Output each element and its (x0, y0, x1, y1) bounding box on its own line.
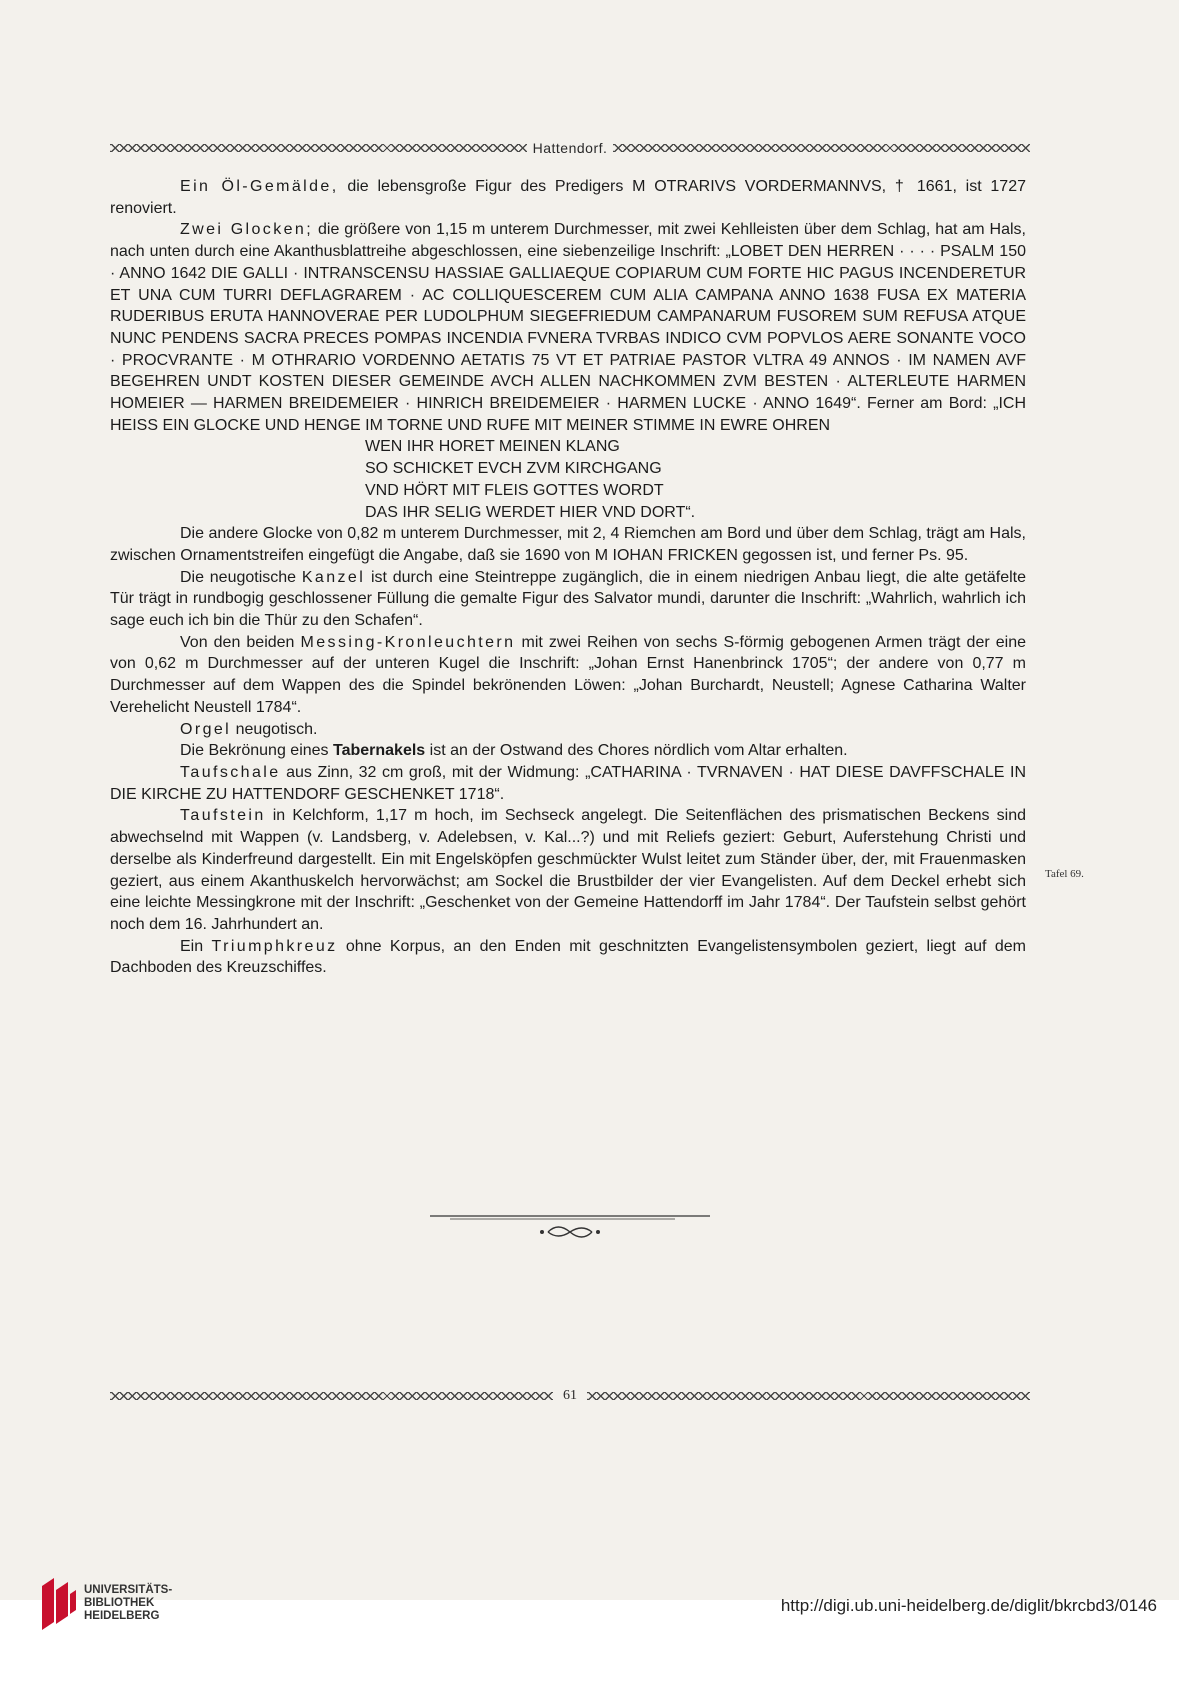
paragraph-text: Ein (180, 937, 212, 955)
margin-note-plate: Tafel 69. (1045, 868, 1084, 880)
keyword: Taufstein (180, 807, 266, 825)
paragraph-text: Von den beiden (180, 633, 301, 651)
keyword: Orgel (180, 720, 232, 738)
paragraph-text: ohne Korpus, an den Enden mit geschnitzten Evangelistensymbolen geziert, liegt auf dem Dachboden des Kreuzschiffes. (110, 937, 1027, 977)
paragraph-pulpit (110, 567, 1026, 632)
body-text (110, 176, 1026, 979)
bell-inscription-verse (365, 436, 1026, 523)
paragraph-second-bell (110, 523, 1026, 566)
verse-line: WEN IHR HORET MEINEN KLANG (365, 438, 620, 456)
paragraph-text: die größere von 1,15 m unterem Durchmesser, mit zwei Kehlleisten über dem Schlag, hat am Hals, nach unten durch eine Akanthusblattreihe abgeschlossen, eine siebenzeilige Inschrift: „LOBET DEN HERREN · · · · PSALM 150 · ANNO 1642 DIE GALLI · INTRANSCENSU HASSIAE GALLIAEQUE COPIARUM CUM FORTE HIC PAGUS INCENDERETUR ET UNA CUM TURRI DEFLAGRAREM · AC COLLIQUESCEREM CUM ALIA CAMPANA ANNO 1638 FUSA EX MATERIA RUDERIBUS ERUTA HANNOVERAE PER LUDOLPHUM SIEGEFRIEDUM CAMPANARUM FUSOREM SUM REFUSA ATQUE NUNC PENDENS SACRA PRECES POMPAS INCENDIA FVNERA TVRBAS INDICO CVM POPVLOS AERE SONANTE VOCO · PROCVRANTE · M OTHRARIO VORDENNO AETATIS 75 VT ET PATRIAE PASTOR VLTRA 49 ANNOS · IM NAMEN AVF BEGEHREN UNDT KOSTEN DIESER GEMEINDE AVCH ALLEN NACHKOMMEN ZVM BESTEN · ALTERLEUTE HARMEN HOMEIER — HARMEN BREIDEMEIER · HINRICH BREIDEMEIER · HARMEN LUCKE · ANNO 1649“. Ferner am Bord: „ICH HEISS EIN GLOCKE UND HENGE IM TORNE UND RUFE MIT MEINER STIMME IN EWRE OHREN (110, 221, 1027, 434)
verse-line: SO SCHICKET EVCH ZVM KIRCHGANG (365, 460, 662, 478)
keyword: Kanzel (301, 568, 366, 586)
paragraph-text: Die neugotische (180, 568, 302, 586)
library-logo-icon (38, 1576, 78, 1630)
paragraph-baptismal-bowl (110, 762, 1026, 805)
library-name-line: UNIVERSITÄTS- (84, 1584, 173, 1596)
paragraph-font (110, 805, 1026, 935)
footer-ornament-left (110, 1391, 553, 1401)
library-name-line: HEIDELBERG (84, 1610, 160, 1622)
paragraph-bells (110, 219, 1026, 436)
paragraph-text: Die Bekrönung eines (180, 742, 333, 760)
running-head-title: Hattendorf. (532, 140, 608, 156)
library-name-line: BIBLIOTHEK (84, 1597, 155, 1609)
verse-line: VND HÖRT MIT FLEIS GOTTES WORDT (365, 481, 664, 499)
paragraph-text: aus Zinn, 32 cm groß, mit der Widmung: „CATHARINA · TVRNAVEN · HAT DIESE DAVFFSCHALE IN DIE KIRCHE ZU HATTENDORF GESCHENKET 1718“. (110, 763, 1026, 803)
header-ornament-right (613, 143, 1030, 153)
document-url-link[interactable]: http://digi.ub.uni-heidelberg.de/diglit/bkrcbd3/0146 (780, 1596, 1157, 1615)
keyword: Triumphkreuz (211, 937, 338, 955)
paragraph-text: ist durch eine Steintreppe zugänglich, die in einem niedrigen Anbau liegt, die alte getäfelte Tür trägt in rundbogig geschlossener Füllung die gemalte Figur des Salvator mundi, darunter die Inschrift: „Wahrlich, wahrlich ich sage euch ich bin die Thür zu den Schafen“. (110, 568, 1027, 630)
footer-ornament-right (587, 1391, 1030, 1401)
paragraph-chandeliers (110, 632, 1026, 719)
keyword: Messing-Kronleuchtern (300, 633, 516, 651)
paragraph-triumphal-cross (110, 936, 1026, 979)
paragraph-organ (110, 719, 1026, 741)
keyword: Taufschale (180, 763, 281, 781)
keyword: Zwei Glocken; (180, 221, 314, 239)
page-number: 61 (563, 1388, 577, 1403)
paragraph-text: ist an der Ostwand des Chores nördlich vom Altar erhalten. (425, 742, 848, 760)
keyword-bold: Tabernakels (332, 742, 426, 760)
paragraph-text: mit zwei Reihen von sechs S-förmig gebogenen Armen trägt der eine von 0,62 m Durchmesser auf der unteren Kugel die Inschrift: „Johan Ernst Hanenbrinck 1705“; der andere von 0,77 m Durchmesser auf dem Wappen des die Spindel bekrönenden Löwen: „Johan Burchardt, Neustell; Agnese Catharina Walter Verehelicht Neustell 1784“. (110, 633, 1026, 716)
paragraph-text: in Kelchform, 1,17 m hoch, im Sechseck angelegt. Die Seitenflächen des prismatischen Beckens sind abwechselnd mit Wappen (v. Landsberg, v. Adelebsen, v. Kal...?) und mit Reliefs geziert: Geburt, Auferstehung Christi und derselbe als Kinderfreund dargestellt. Ein mit Engelsköpfen geschmückter Wulst leitet zum Ständer über, der, mit Frauenmasken geziert, aus einem Akanthuskelch hervorwächst; am Sockel die Brustbilder der vier Evangelisten. Auf dem Deckel erhebt sich eine leichte Messingkrone mit der Inschrift: „Geschenket von der Gemeine Hattendorff im Jahr 1784“. Der Taufstein selbst gehört noch dem 16. Jahrhundert an. (110, 807, 1026, 933)
end-ornament-icon (430, 1210, 710, 1250)
running-header (110, 140, 1030, 156)
keyword: Ein Öl-Gemälde, (180, 178, 339, 195)
paragraph-oil-painting (110, 176, 1026, 219)
library-name (84, 1584, 172, 1623)
paragraph-text: Die andere Glocke von 0,82 m unterem Durchmesser, mit 2, 4 Riemchen am Bord und über dem Schlag, trägt am Hals, zwischen Ornamentstreifen eingefügt die Angabe, daß sie 1690 von M IOHAN FRICKEN gegossen ist, und ferner Ps. 95. (110, 525, 1026, 564)
paragraph-text: neugotisch. (231, 720, 318, 738)
verse-line: DAS IHR SELIG WERDET HIER VND DORT“. (365, 503, 696, 521)
paragraph-tabernacle (110, 740, 1026, 762)
header-ornament-left (110, 143, 527, 153)
page-footer (110, 1388, 1030, 1404)
paragraph-text: die lebensgroße Figur des Predigers M OTRARIVS VORDERMANNVS, † 1661, ist 1727 renoviert. (110, 178, 1026, 217)
